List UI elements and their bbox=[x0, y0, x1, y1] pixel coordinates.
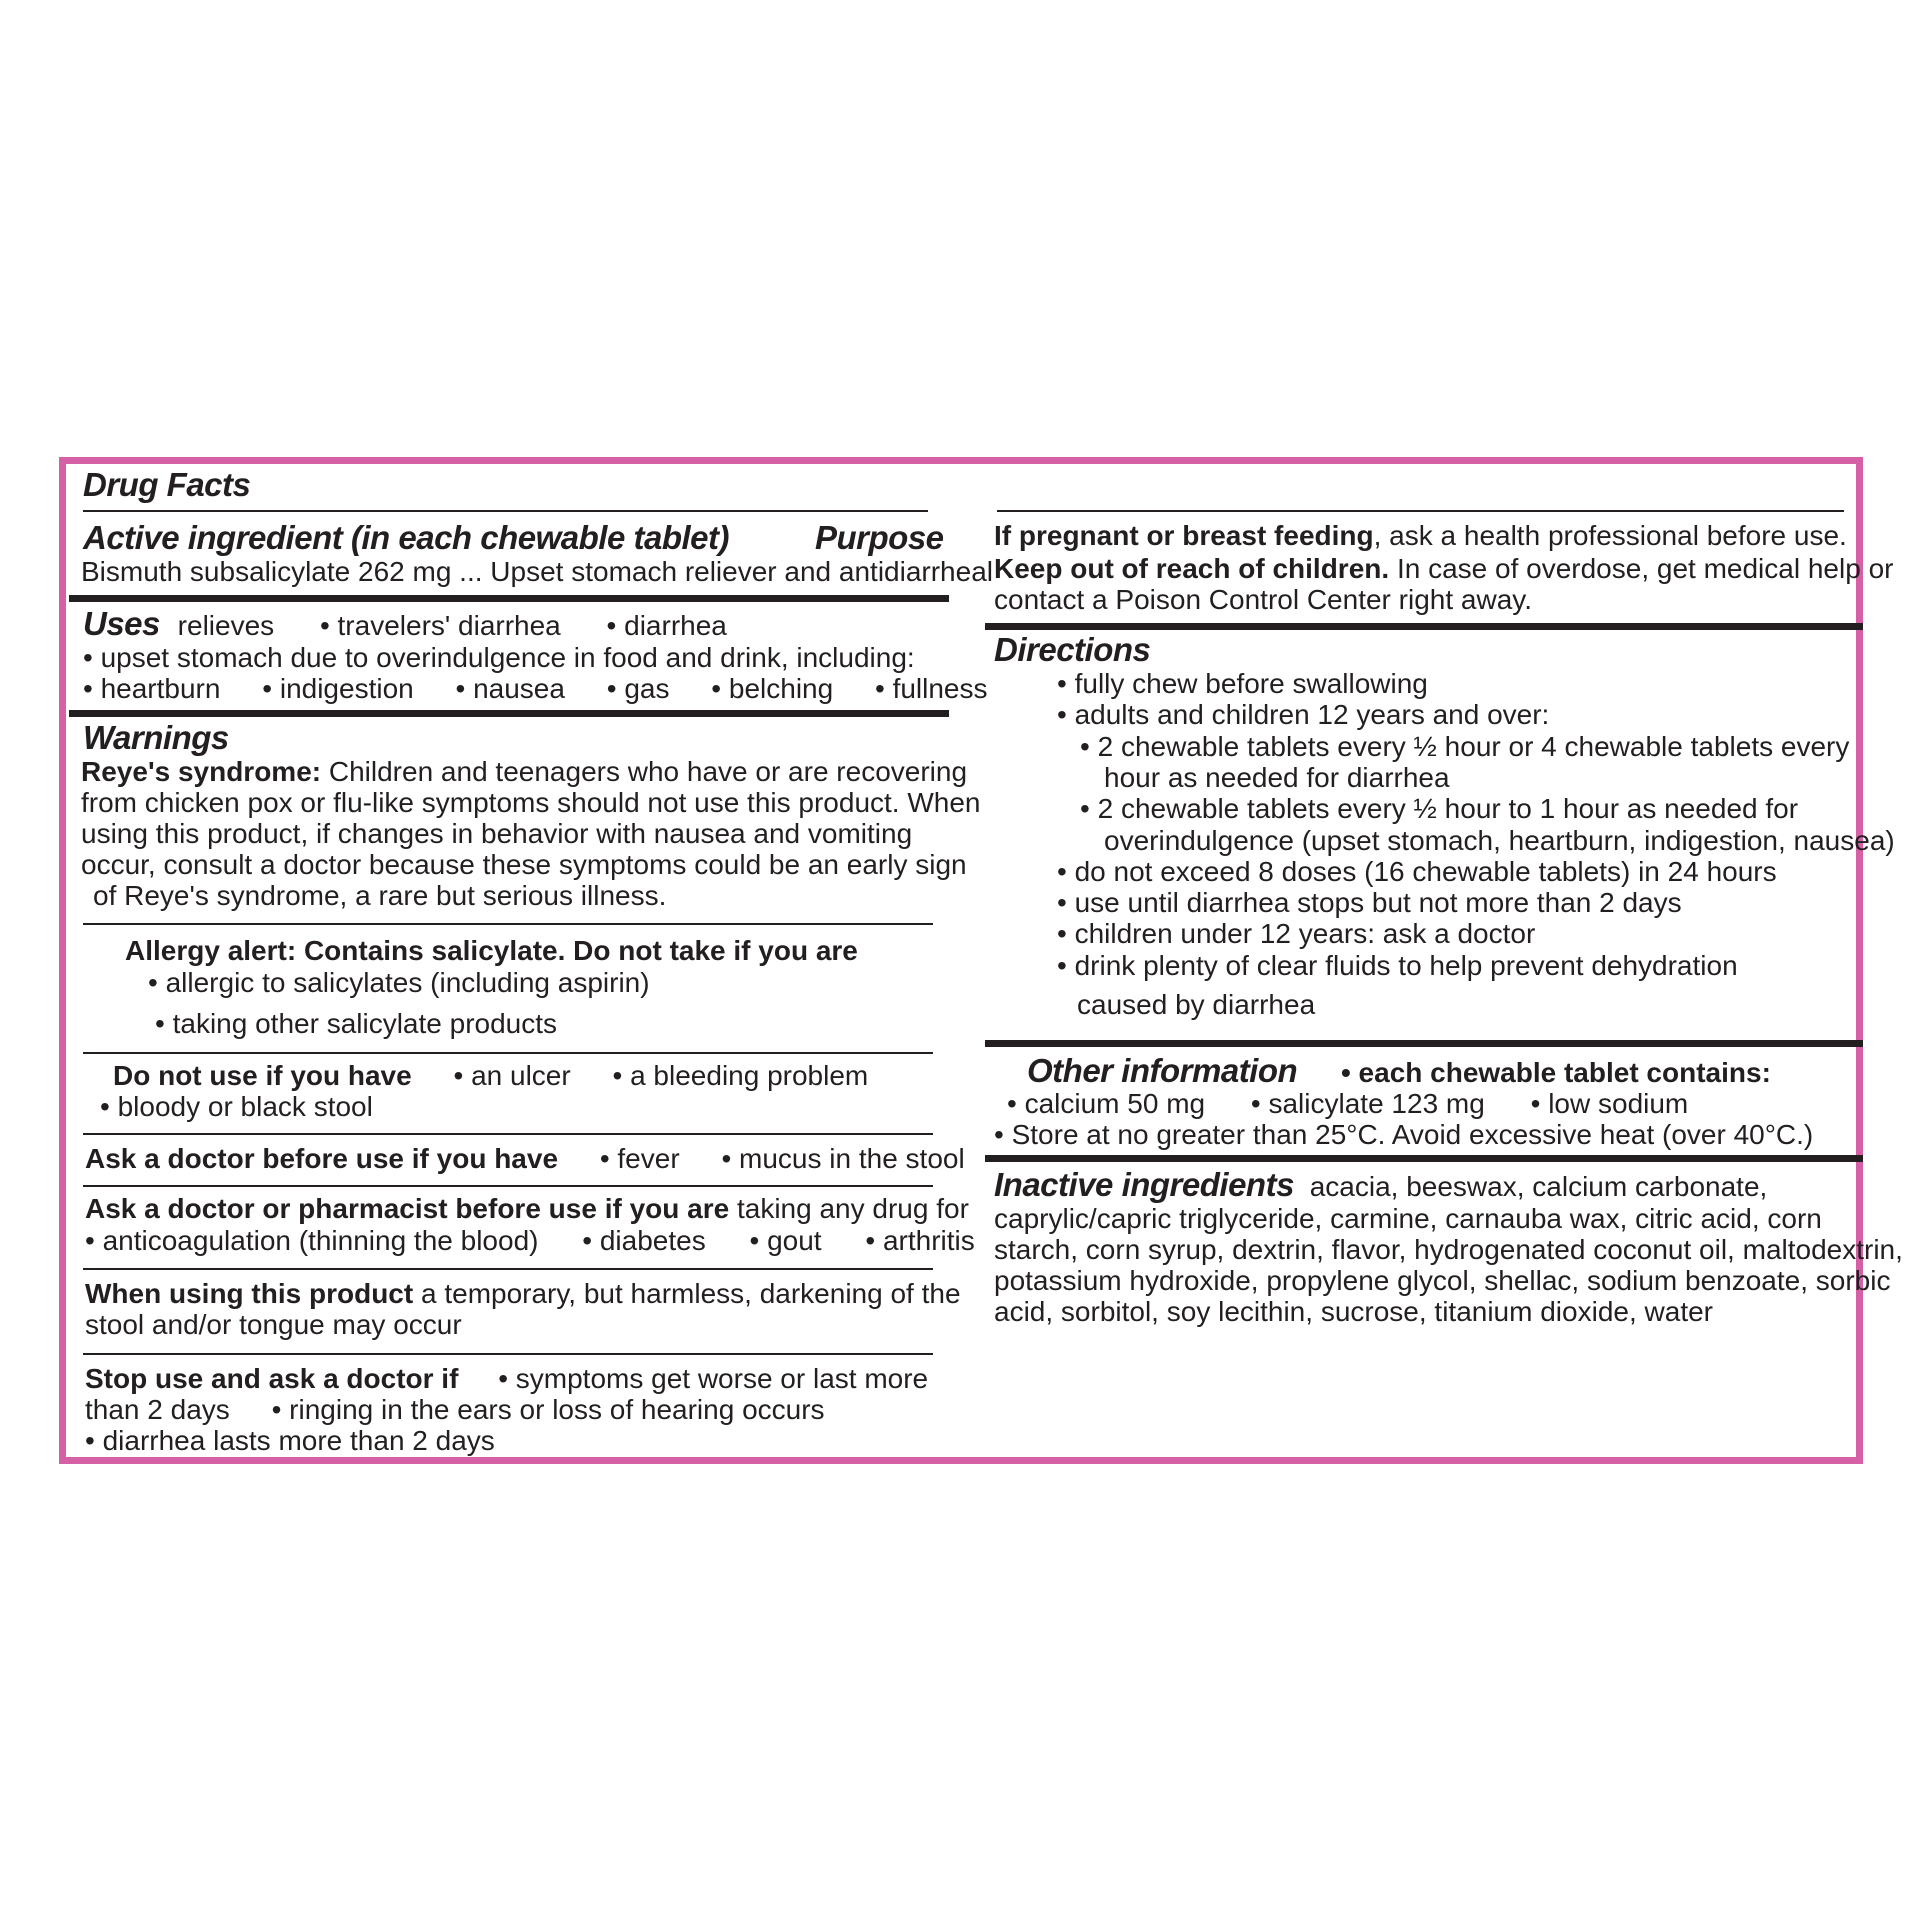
list-item: • a bleeding problem bbox=[612, 1060, 868, 1091]
warnings-heading: Warnings bbox=[83, 719, 229, 756]
stop-use-label: Stop use and ask a doctor if bbox=[85, 1363, 459, 1394]
inactive-line: potassium hydroxide, propylene glycol, shellac, sodium benzoate, sorbic bbox=[994, 1265, 1891, 1296]
list-item: • diarrhea lasts more than 2 days bbox=[85, 1425, 495, 1457]
list-item: • symptoms get worse or last more bbox=[498, 1363, 928, 1394]
stop-use-line bbox=[85, 1363, 928, 1395]
section-divider bbox=[985, 1040, 1863, 1047]
divider bbox=[997, 510, 1844, 512]
list-item: • ringing in the ears or loss of hearing occurs bbox=[272, 1394, 825, 1425]
list-item: • heartburn bbox=[83, 673, 220, 704]
ask-doctor-label: Ask a doctor before use if you have bbox=[85, 1143, 559, 1174]
ask-pharmacist-items bbox=[85, 1225, 975, 1257]
section-divider bbox=[985, 623, 1863, 630]
other-info-contents bbox=[1007, 1088, 1688, 1120]
list-item: • arthritis bbox=[865, 1225, 974, 1256]
list-item: • children under 12 years: ask a doctor bbox=[1057, 918, 1535, 950]
active-ingredient-heading: Active ingredient (in each chewable tablet) bbox=[83, 519, 729, 556]
contains-label: • each chewable tablet contains: bbox=[1341, 1057, 1771, 1088]
list-item: • bloody or black stool bbox=[100, 1091, 373, 1123]
pregnant-label: If pregnant or breast feeding bbox=[994, 520, 1374, 551]
list-item: • an ulcer bbox=[453, 1060, 570, 1091]
list-item: • upset stomach due to overindulgence in food and drink, including: bbox=[83, 642, 915, 674]
when-using-label: When using this product bbox=[85, 1278, 414, 1309]
inactive-line-1: Inactive ingredients acacia, beeswax, calcium carbonate, bbox=[994, 1166, 1768, 1203]
list-item: • anticoagulation (thinning the blood) bbox=[85, 1225, 538, 1256]
list-item: • Store at no greater than 25°C. Avoid excessive heat (over 40°C.) bbox=[994, 1119, 1813, 1151]
inactive-line: caprylic/capric triglyceride, carmine, carnauba wax, citric acid, corn bbox=[994, 1203, 1822, 1234]
keep-out-line: Keep out of reach of children. In case of overdose, get medical help or bbox=[994, 553, 1894, 584]
list-item: • diabetes bbox=[582, 1225, 705, 1256]
divider bbox=[83, 1268, 933, 1270]
divider bbox=[83, 1052, 933, 1054]
list-item: • taking other salicylate products bbox=[155, 1008, 557, 1040]
divider bbox=[83, 1185, 933, 1187]
section-divider bbox=[69, 710, 949, 717]
reye-label: Reye's syndrome: bbox=[81, 756, 322, 787]
list-item-continued: hour as needed for diarrhea bbox=[1104, 762, 1450, 793]
divider bbox=[83, 1133, 933, 1135]
do-not-use-line bbox=[113, 1060, 868, 1092]
list-item: • do not exceed 8 doses (16 chewable tablets) in 24 hours bbox=[1057, 856, 1777, 888]
ask-doctor-line bbox=[85, 1143, 965, 1175]
ask-pharmacist-line: Ask a doctor or pharmacist before use if you are taking any drug for bbox=[85, 1193, 969, 1224]
divider bbox=[83, 923, 933, 925]
list-item: • indigestion bbox=[262, 673, 413, 704]
list-item: • nausea bbox=[456, 673, 565, 704]
keep-out-label: Keep out of reach of children. bbox=[994, 553, 1390, 584]
list-item: • gas bbox=[607, 673, 670, 704]
ask-pharmacist-label: Ask a doctor or pharmacist before use if you are bbox=[85, 1193, 730, 1224]
uses-intro: relieves bbox=[177, 610, 275, 641]
list-item: • fully chew before swallowing bbox=[1057, 668, 1428, 700]
other-info-heading: Other information bbox=[1027, 1052, 1298, 1089]
do-not-use-label: Do not use if you have bbox=[113, 1060, 412, 1091]
pregnant-line: If pregnant or breast feeding, ask a health professional before use. bbox=[994, 520, 1847, 551]
reye-line: occur, consult a doctor because these symptoms could be an early sign bbox=[81, 849, 967, 880]
list-item: • low sodium bbox=[1531, 1088, 1689, 1119]
directions-heading: Directions bbox=[994, 631, 1151, 668]
list-item: • diarrhea bbox=[607, 610, 727, 641]
list-item-continued: overindulgence (upset stomach, heartburn, indigestion, nausea) bbox=[1104, 825, 1895, 856]
page-title: Drug Facts bbox=[83, 466, 251, 503]
list-item: • use until diarrhea stops but not more than 2 days bbox=[1057, 887, 1682, 919]
inactive-line: acid, sorbitol, soy lecithin, sucrose, titanium dioxide, water bbox=[994, 1296, 1713, 1327]
reye-line-1: Reye's syndrome: Children and teenagers who have or are recovering bbox=[81, 756, 968, 787]
reye-line: using this product, if changes in behavior with nausea and vomiting bbox=[81, 818, 913, 849]
divider bbox=[83, 510, 928, 512]
list-item: • 2 chewable tablets every ½ hour or 4 chewable tablets every bbox=[1080, 731, 1849, 763]
other-info-line bbox=[1027, 1053, 1771, 1089]
list-item: • 2 chewable tablets every ½ hour to 1 hour as needed for bbox=[1080, 793, 1798, 825]
when-using-line: When using this product a temporary, but harmless, darkening of the bbox=[85, 1278, 961, 1309]
section-divider bbox=[69, 595, 949, 602]
inactive-line: starch, corn syrup, dextrin, flavor, hydrogenated coconut oil, maltodextrin, bbox=[994, 1234, 1903, 1265]
list-item: • travelers' diarrhea bbox=[320, 610, 561, 641]
reye-line: from chicken pox or flu-like symptoms should not use this product. When bbox=[81, 787, 981, 818]
list-item: • fullness bbox=[875, 673, 988, 704]
when-using-line-2: stool and/or tongue may occur bbox=[85, 1309, 462, 1340]
allergy-alert: Allergy alert: Contains salicylate. Do not take if you are bbox=[125, 935, 858, 966]
keep-out-line-2: contact a Poison Control Center right away. bbox=[994, 584, 1532, 615]
divider bbox=[83, 1353, 933, 1355]
stop-use-line-2: than 2 days • ringing in the ears or loss of hearing occurs bbox=[85, 1394, 825, 1426]
inactive-heading: Inactive ingredients bbox=[994, 1166, 1294, 1203]
uses-sub-items bbox=[83, 673, 988, 705]
list-item: • drink plenty of clear fluids to help prevent dehydration bbox=[1057, 950, 1738, 982]
list-item: • allergic to salicylates (including aspirin) bbox=[148, 967, 650, 999]
list-item: • calcium 50 mg bbox=[1007, 1088, 1205, 1119]
list-item: • gout bbox=[750, 1225, 822, 1256]
list-item: • belching bbox=[711, 673, 833, 704]
list-item: • fever bbox=[600, 1143, 680, 1174]
reye-line: of Reye's syndrome, a rare but serious illness. bbox=[93, 880, 667, 911]
list-item-continued: caused by diarrhea bbox=[1077, 989, 1316, 1020]
uses-line-1 bbox=[83, 606, 727, 642]
uses-heading: Uses bbox=[83, 605, 160, 642]
active-ingredient-line: Bismuth subsalicylate 262 mg ... Upset stomach reliever and antidiarrheal bbox=[81, 556, 993, 587]
list-item: • mucus in the stool bbox=[721, 1143, 964, 1174]
section-divider bbox=[985, 1155, 1863, 1162]
list-item: • salicylate 123 mg bbox=[1251, 1088, 1485, 1119]
list-item: • adults and children 12 years and over: bbox=[1057, 699, 1549, 731]
purpose-heading: Purpose bbox=[815, 519, 944, 556]
